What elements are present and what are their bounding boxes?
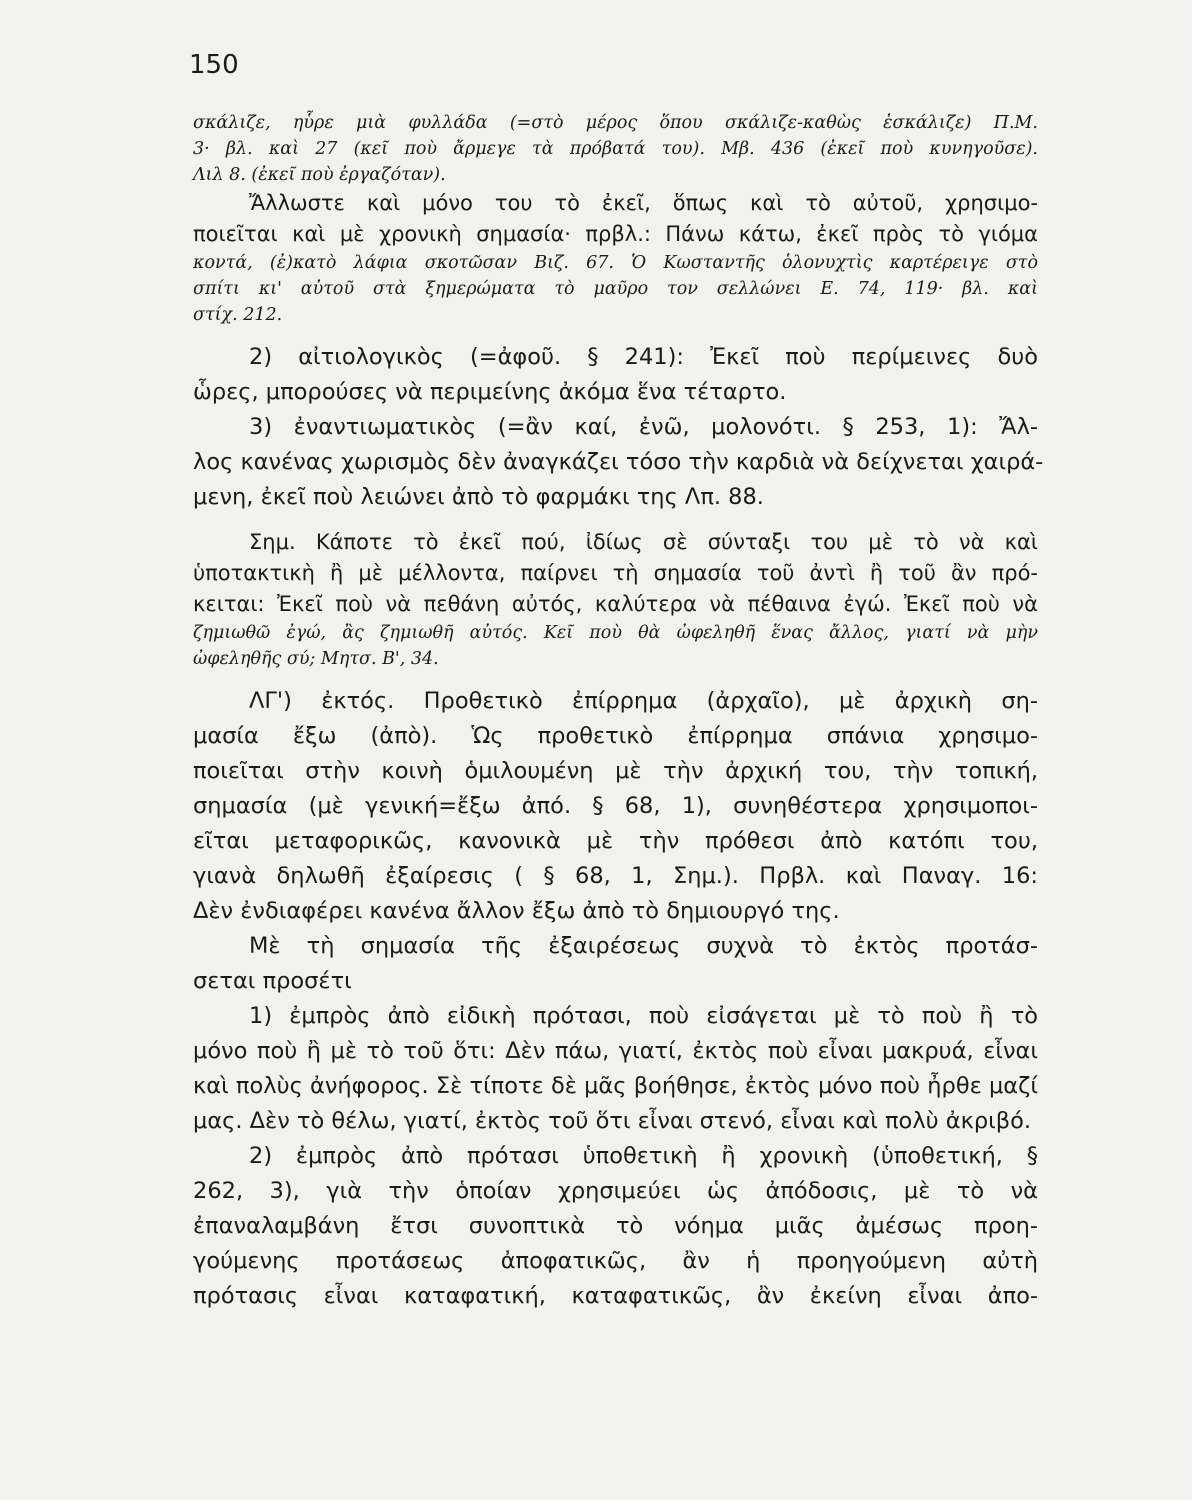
text-line: στίχ. 212. [193,305,283,325]
text-line: Ἄλλωστε καὶ μόνο του τὸ ἐκεῖ, ὅπως καὶ τὸ αὐτοῦ, χρησιμο- [249,191,1038,215]
text-line: μας. Δὲν τὸ θέλω, γιατί, ἐκτὸς τοῦ ὅτι εἶναι στενό, εἶναι καὶ πολὺ ἀκριβό. [193,1108,1032,1134]
text-line: γούμενης προτάσεως ἀποφατικῶς, ἂν ἡ προηγούμενη αὐτὴ [193,1248,1038,1274]
text-line: Δὲν ἐνδιαφέρει κανένα ἄλλον ἔξω ἀπὸ τὸ δημιουργό της. [193,898,840,924]
text-line: σπίτι κι' αὐτοῦ στὰ ξημερώματα τὸ μαῦρο τον σελλώνει Ε. 74, 119· βλ. καὶ [193,279,1038,299]
text-line: κειται: Ἐκεῖ ποὺ νὰ πεθάνη αὐτός, καλύτερα νὰ πέθαινα ἐγώ. Ἐκεῖ ποὺ νὰ [193,592,1038,616]
paragraph-gap [193,515,1038,527]
body-text [193,110,1044,1314]
text-line: Μὲ τὴ σημασία τῆς ἐξαιρέσεως συχνὰ τὸ ἐκτὸς προτάσ- [249,933,1038,959]
text-line: καὶ πολὺς ἀνήφορος. Σὲ τίποτε δὲ μᾶς βοήθησε, ἐκτὸς μόνο ποὺ ἦρθε μαζί [193,1073,1038,1099]
text-line: σεται προσέτι [193,968,352,994]
text-line: εῖται μεταφορικῶς, κανονικὰ μὲ τὴν πρόθεσι ἀπὸ κατόπι του, [193,828,1038,854]
text-line: Σημ. Κάποτε τὸ ἐκεῖ πού, ἰδίως σὲ σύνταξι του μὲ τὸ νὰ καὶ [249,530,1038,554]
text-line: ἐπαναλαμβάνη ἔτσι συνοπτικὰ τὸ νόημα μιᾶς ἀμέσως προη- [193,1213,1038,1239]
text-line: μενη, ἐκεῖ ποὺ λειώνει ἀπὸ τὸ φαρμάκι της Λπ. 88. [193,484,764,510]
text-line: κοντά, (ἐ)κατὸ λάφια σκοτῶσαν Βιζ. 67. Ὁ Κωσταντῆς ὁλονυχτὶς καρτέρειγε στὸ [193,253,1038,273]
text-line: 2) αἰτιολογικὸς (=ἀφοῦ. § 241): Ἐκεῖ ποὺ περίμεινες δυὸ [249,344,1038,370]
text-line: μόνο ποὺ ἢ μὲ τὸ τοῦ ὅτι: Δὲν πάω, γιατί, ἐκτὸς ποὺ εἶναι μακρυά, εἶναι [193,1038,1038,1064]
text-line: σκάλιζε, ηὗρε μιὰ φυλλάδα (=στὸ μέρος ὅπου σκάλιζε-καθὼς ἐσκάλιζε) Π.Μ. [193,113,1038,133]
text-line: σημασία (μὲ γενική=ἔξω ἀπό. § 68, 1), συνηθέστερα χρησιμοποι- [193,793,1038,819]
text-line: πρότασις εἶναι καταφατική, καταφατικῶς, ἂν ἐκείνη εἶναι ἀπο- [193,1283,1038,1309]
text-line: 2) ἐμπρὸς ἀπὸ πρότασι ὑποθετικὴ ἢ χρονικὴ (ὑποθετική, § [249,1143,1038,1169]
text-line: ὧρες, μπορούσες νὰ περιμείνης ἀκόμα ἕνα τέταρτο. [193,379,787,405]
text-line: ὠφεληθῆς σύ; Μητσ. Β', 34. [193,649,439,669]
text-line: ποιεῖται καὶ μὲ χρονικὴ σημασία· πρβλ.: Πάνω κάτω, ἐκεῖ πρὸς τὸ γιόμα [193,222,1038,246]
text-line: 3· βλ. καὶ 27 (κεῖ ποὺ ἄρμεγε τὰ πρόβατά του). Μβ. 436 (ἐκεῖ ποὺ κυνηγοῦσε). [193,139,1038,159]
paragraph-gap [193,672,1038,684]
text-line: 1) ἐμπρὸς ἀπὸ εἰδικὴ πρότασι, ποὺ εἰσάγεται μὲ τὸ ποὺ ἢ τὸ [249,1003,1038,1029]
paragraph-gap [193,328,1038,340]
text-line: λος κανένας χωρισμὸς δὲν ἀναγκάζει τόσο τὴν καρδιὰ νὰ δείχνεται χαιρά- [193,449,1044,475]
page-number: 150 [189,50,239,80]
text-line: 262, 3), γιὰ τὴν ὁποίαν χρησιμεύει ὡς ἀπόδοσις, μὲ τὸ νὰ [193,1178,1038,1204]
text-line: ὑποτακτικὴ ἢ μὲ μέλλοντα, παίρνει τὴ σημασία τοῦ ἀντὶ ἢ τοῦ ἂν πρό- [193,561,1038,585]
text-line: ΛΓ') ἐκτός. Προθετικὸ ἐπίρρημα (ἀρχαῖο), μὲ ἀρχικὴ ση- [249,688,1038,714]
text-line: μασία ἔξω (ἀπὸ). Ὡς προθετικὸ ἐπίρρημα σπάνια χρησιμο- [193,723,1038,749]
text-line: ποιεῖται στὴν κοινὴ ὁμιλουμένη μὲ τὴν ἀρχική του, τὴν τοπική, [193,758,1038,784]
text-line: 3) ἐναντιωματικὸς (=ἂν καί, ἐνῶ, μολονότι. § 253, 1): Ἄλ- [249,414,1038,440]
text-line: Λιλ 8. (ἐκεῖ ποὺ ἐργαζόταν). [193,165,446,185]
text-line: γιανὰ δηλωθῆ ἐξαίρεσις ( § 68, 1, Σημ.). Πρβλ. καὶ Παναγ. 16: [193,863,1038,889]
text-line: ζημιωθῶ ἐγώ, ἂς ζημιωθῆ αὐτός. Κεῖ ποὺ θὰ ὠφεληθῆ ἕνας ἄλλος, γιατί νὰ μὴν [193,623,1038,643]
